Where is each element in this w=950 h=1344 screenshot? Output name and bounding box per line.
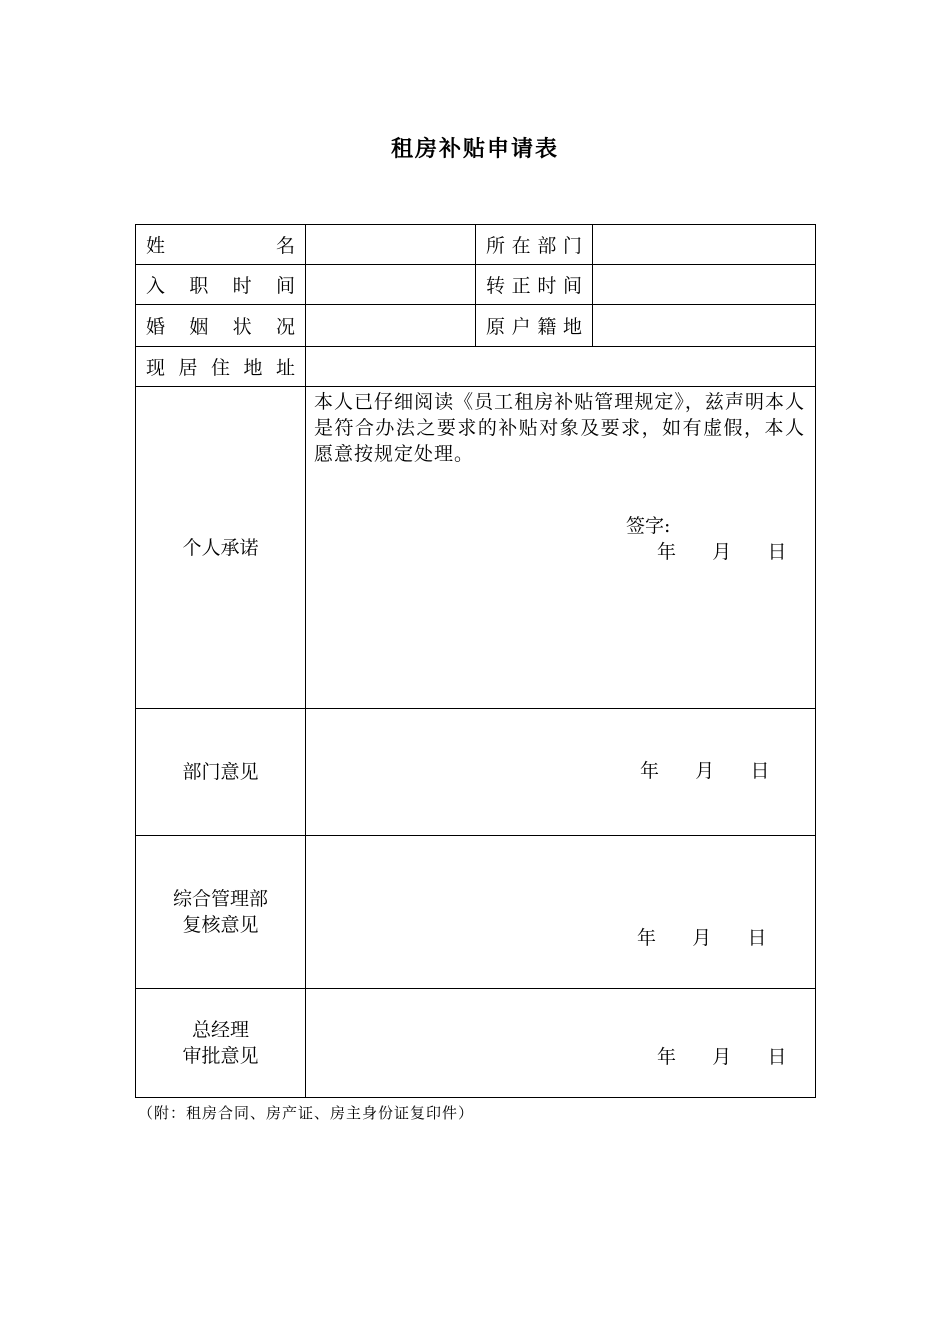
gm-approval-label	[136, 989, 306, 1098]
pledge-cell[interactable]	[306, 387, 816, 709]
hire-date-label: 入 职 时 间	[136, 265, 306, 305]
pledge-date	[657, 537, 787, 564]
row-gm-approval	[136, 989, 816, 1098]
date-year: 年	[657, 1046, 677, 1068]
admin-review-cell[interactable]	[306, 836, 816, 989]
date-year: 年	[640, 760, 660, 782]
application-form-table	[135, 224, 816, 1098]
regular-date-field[interactable]	[593, 265, 816, 305]
page-title: 租房补贴申请表	[390, 136, 559, 162]
date-month: 月	[695, 760, 715, 782]
marital-status-field[interactable]	[306, 305, 476, 347]
name-label: 姓 名	[136, 225, 306, 265]
department-field[interactable]	[593, 225, 816, 265]
address-field[interactable]	[306, 347, 816, 387]
date-year: 年	[657, 541, 677, 563]
row-name	[136, 225, 816, 265]
dept-opinion-cell[interactable]	[306, 709, 816, 836]
dept-opinion-date	[640, 756, 770, 783]
row-pledge	[136, 387, 816, 709]
admin-review-label-line2: 复核意见	[182, 914, 259, 936]
row-dept-opinion	[136, 709, 816, 836]
department-label: 所在部门	[476, 225, 593, 265]
hire-date-field[interactable]	[306, 265, 476, 305]
admin-review-label-line1: 综合管理部	[172, 888, 268, 910]
date-year: 年	[637, 927, 657, 949]
row-hire-date	[136, 265, 816, 305]
hukou-field[interactable]	[593, 305, 816, 347]
date-day: 日	[767, 541, 787, 563]
signature-label: 签字:	[626, 515, 671, 537]
date-day: 日	[747, 927, 767, 949]
name-field[interactable]	[306, 225, 476, 265]
admin-review-label	[136, 836, 306, 989]
date-month: 月	[692, 927, 712, 949]
row-address	[136, 347, 816, 387]
row-admin-review	[136, 836, 816, 989]
marital-status-label: 婚 姻 状 况	[136, 305, 306, 347]
attachment-footnote: （附：租房合同、房产证、房主身份证复印件）	[138, 1104, 475, 1122]
date-month: 月	[712, 1046, 732, 1068]
gm-approval-cell[interactable]	[306, 989, 816, 1098]
dept-opinion-label: 部门意见	[136, 709, 306, 836]
date-month: 月	[712, 541, 732, 563]
hukou-label: 原户籍地	[476, 305, 593, 347]
date-day: 日	[750, 760, 770, 782]
pledge-text: 本人已仔细阅读《员工租房补贴管理规定》，兹声明本人是符合办法之要求的补贴对象及要求，如有虚假，本人愿意按规定处理。	[314, 391, 805, 465]
gm-approval-label-line2: 审批意见	[182, 1045, 259, 1067]
pledge-label: 个人承诺	[136, 387, 306, 709]
date-day: 日	[767, 1046, 787, 1068]
gm-approval-label-line1: 总经理	[191, 1019, 249, 1041]
admin-review-date	[637, 923, 767, 950]
gm-approval-date	[657, 1042, 787, 1069]
row-marital	[136, 305, 816, 347]
address-label: 现居住地址	[136, 347, 306, 387]
regular-date-label: 转正时间	[476, 265, 593, 305]
